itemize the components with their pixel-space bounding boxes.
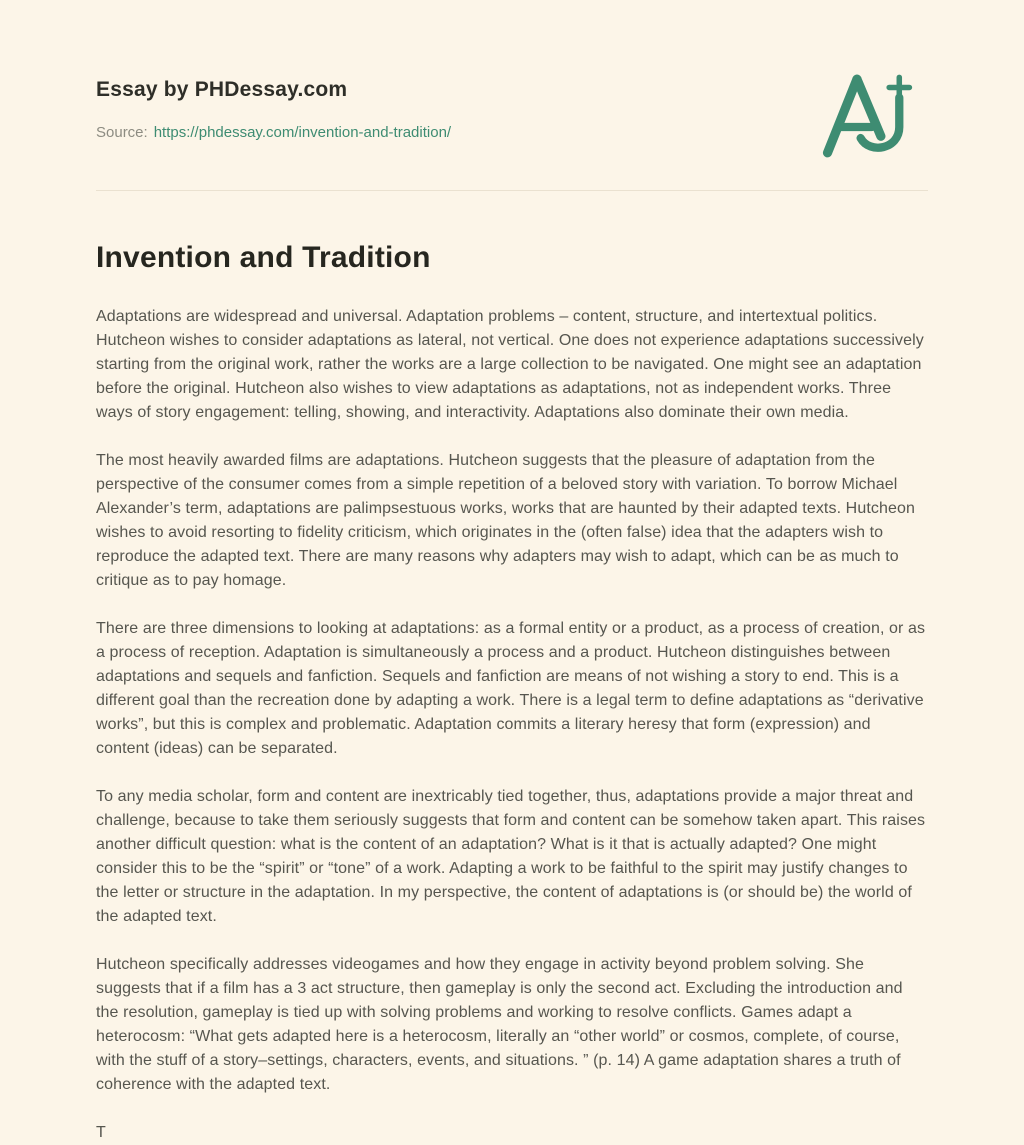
essay-title: Invention and Tradition (96, 241, 431, 274)
essay-main (96, 241, 928, 1145)
phdessay-logo-icon (820, 70, 916, 162)
source-line (96, 124, 451, 141)
essay-body (96, 305, 928, 1145)
essay-paragraph: Hutcheon specifically addresses videogames and how they engage in activity beyond problem solving. She suggests that if a film has a 3 act structure, then gameplay is only the second act. Excluding the introduction and the resolution, gameplay is tied up with solving problems and working to resolve conflicts. Games adapt a heterocosm: “What gets adapted here is a heterocosm, literally an “other world” or cosmos, complete, of course, with the stuff of a story–settings, characters, events, and situations. ” (p. 14) A game adaptation shares a truth of coherence with the adapted text. (96, 956, 903, 1093)
brand-title: Essay by PHDessay.com (96, 78, 348, 101)
page-header (96, 70, 928, 162)
essay-paragraph: T (96, 1124, 106, 1141)
header-text-block (96, 70, 451, 141)
essay-page (96, 0, 928, 1141)
source-label: Source: (96, 124, 148, 141)
header-divider (96, 190, 928, 191)
essay-paragraph: The most heavily awarded films are adaptations. Hutcheon suggests that the pleasure of adaptation from the perspective of the consumer comes from a simple repetition of a beloved story with variation. To borrow Michael Alexander’s term, adaptations are palimpsestuous works, works that are haunted by their adapted texts. Hutcheon wishes to avoid resorting to fidelity criticism, which originates in the (often false) idea that the adapters wish to reproduce the adapted text. There are many reasons why adapters may wish to adapt, which can be as much to critique as to pay homage. (96, 452, 915, 589)
essay-paragraph: Adaptations are widespread and universal. Adaptation problems – content, structure, and intertextual politics. Hutcheon wishes to consider adaptations as lateral, not vertical. One does not experience adaptations successively starting from the original work, rather the works are a large collection to be navigated. One might see an adaptation before the original. Hutcheon also wishes to view adaptations as adaptations, not as independent works. Three ways of story engagement: telling, showing, and interactivity. Adaptations also dominate their own media. (96, 308, 924, 421)
source-url-link[interactable]: https://phdessay.com/invention-and-tradition/ (153, 124, 452, 141)
essay-paragraph: To any media scholar, form and content are inextricably tied together, thus, adaptations provide a major threat and challenge, because to take them seriously suggests that form and content can be somehow taken apart. This raises another difficult question: what is the content of an adaptation? What is it that is actually adapted? One might consider this to be the “spirit” or “tone” of a work. Adapting a work to be faithful to the spirit may justify changes to the letter or structure in the adaptation. In my perspective, the content of adaptations is (or should be) the world of the adapted text. (96, 788, 926, 925)
essay-paragraph: There are three dimensions to looking at adaptations: as a formal entity or a product, as a process of creation, or as a process of reception. Adaptation is simultaneously a process and a product. Hutcheon distinguishes between adaptations and sequels and fanfiction. Sequels and fanfiction are means of not wishing a story to end. This is a different goal than the recreation done by adapting a work. There is a legal term to define adaptations as “derivative works”, but this is complex and problematic. Adaptation commits a literary heresy that form (expression) and content (ideas) can be separated. (96, 620, 926, 757)
